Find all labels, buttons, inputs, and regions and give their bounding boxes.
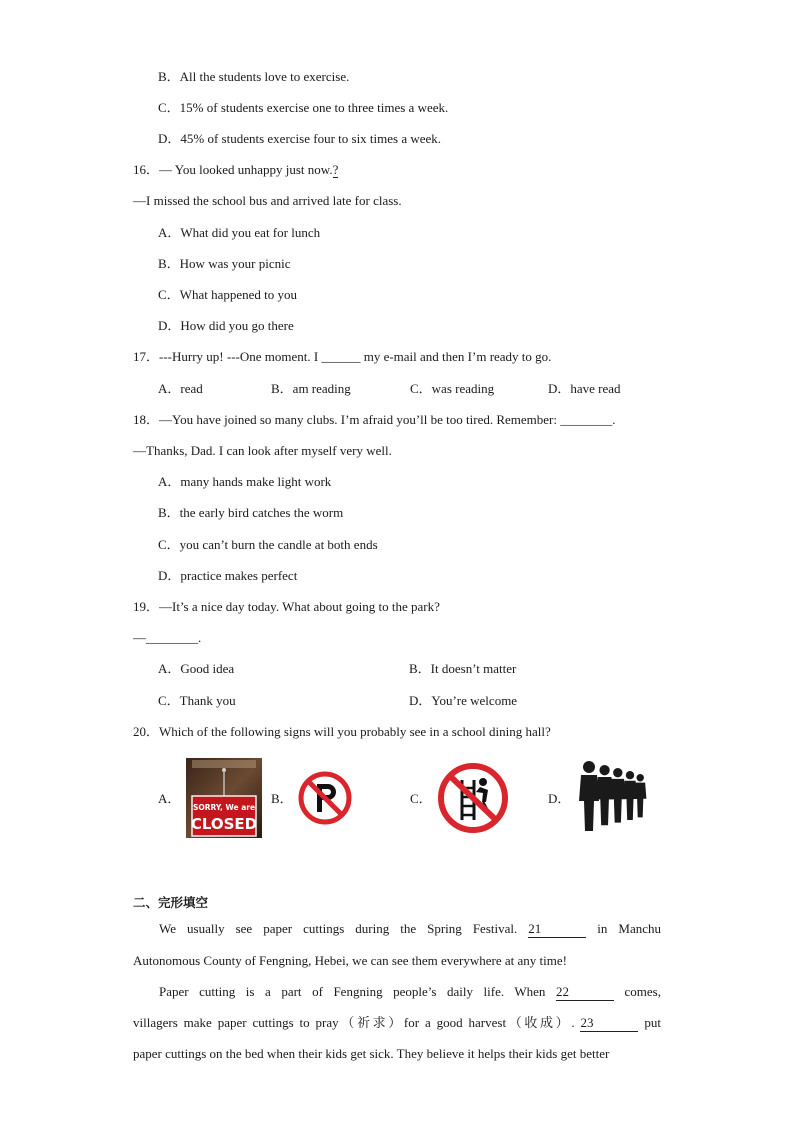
para1-line1-b: in Manchu — [597, 921, 662, 936]
para2-line2 — [133, 1015, 661, 1032]
no-climbing-icon — [436, 762, 510, 834]
blank-23: 23 — [580, 1015, 638, 1032]
no-parking-svg — [298, 768, 352, 828]
para2-line1-b: comes, — [624, 984, 661, 999]
blank-21: 21 — [528, 921, 586, 938]
q17-blank: ______ — [321, 349, 361, 364]
q16-stem-text: 16．— You looked unhappy just now. — [133, 162, 333, 177]
q19-option-b: B．It doesn’t matter — [409, 661, 517, 676]
q16-option-b: B．How was your picnic — [158, 256, 291, 271]
q20-label-d: D． — [548, 791, 571, 806]
q18-option-d: D．practice makes perfect — [158, 568, 298, 583]
q19-reply-end: . — [198, 630, 202, 645]
para2-line2-a: villagers make paper cuttings to pray（祈求）for a good harvest（收成）. — [133, 1015, 575, 1030]
queue-people-icon — [576, 760, 658, 836]
queue-people-svg — [576, 760, 658, 836]
para1-line1 — [133, 921, 661, 938]
q20-label-b: B． — [271, 791, 293, 806]
q19-stem: 19．—It’s a nice day today. What about going to the park? — [133, 599, 440, 614]
q18-stem-text: 18．—You have joined so many clubs. I’m afraid you’ll be too tired. Remember: — [133, 412, 557, 427]
q20-label-c: C． — [410, 791, 432, 806]
q17-option-d: D．have read — [548, 381, 621, 396]
q18-option-c: C．you can’t burn the candle at both ends — [158, 537, 378, 552]
blank-22: 22 — [556, 984, 614, 1001]
q18-stem-end: . — [612, 412, 616, 427]
para1-line1-text — [133, 921, 661, 938]
q17-option-a: A．read — [158, 381, 203, 396]
q19-option-c: C．Thank you — [158, 693, 236, 708]
closed-sign-image — [186, 758, 262, 838]
q18-option-b: B．the early bird catches the worm — [158, 505, 344, 520]
q18-reply: —Thanks, Dad. I can look after myself very well. — [133, 443, 392, 458]
q16-option-a: A．What did you eat for lunch — [158, 225, 321, 240]
q20-label-a: A． — [158, 791, 181, 806]
q17-option-c: C．was reading — [410, 381, 495, 396]
para2-line1-a: Paper cutting is a part of Fengning people’s daily life. When — [159, 984, 546, 999]
para2-line1-text — [133, 984, 661, 1001]
para1-line1-a: We usually see paper cuttings during the Spring Festival. — [159, 921, 518, 936]
q17-stem-b: my e-mail and then I’m ready to go. — [363, 349, 552, 364]
q16-blank: ? — [332, 162, 339, 177]
q15-option-b: B．All the students love to exercise. — [158, 69, 350, 84]
closed-sign-line1: SORRY, We are — [192, 803, 256, 812]
q20-stem: 20．Which of the following signs will you probably see in a school dining hall? — [133, 724, 551, 739]
para2-line2-b: put — [644, 1015, 662, 1030]
q19-reply — [133, 630, 201, 646]
q16-reply: —I missed the school bus and arrived late for class. — [133, 193, 402, 208]
q18-stem — [133, 412, 616, 428]
q19-option-a: A．Good idea — [158, 661, 235, 676]
q16-stem — [133, 162, 338, 178]
q19-reply-dash: — — [133, 630, 146, 645]
q18-blank: ________ — [560, 412, 613, 427]
q19-blank: ________ — [146, 630, 198, 645]
q17-stem — [133, 349, 551, 365]
q16-option-d: D．How did you go there — [158, 318, 294, 333]
q19-option-d: D．You’re welcome — [409, 693, 518, 708]
section-title: 二、完形填空 — [133, 895, 209, 910]
q18-option-a: A．many hands make light work — [158, 474, 332, 489]
para2-line3: paper cuttings on the bed when their kids get sick. They believe it helps their kids get better — [133, 1046, 610, 1061]
para1-line2: Autonomous County of Fengning, Hebei, we can see them everywhere at any time! — [133, 953, 567, 968]
para2-line1 — [133, 984, 661, 1001]
no-parking-icon — [298, 768, 352, 828]
q15-option-d: D．45% of students exercise four to six times a week. — [158, 131, 442, 146]
q17-stem-a: 17．---Hurry up! ---One moment. I — [133, 349, 319, 364]
closed-sign-line2: CLOSED — [190, 815, 258, 833]
para2-line2-text — [133, 1015, 661, 1032]
no-climbing-svg — [436, 762, 510, 834]
q17-option-b: B．am reading — [271, 381, 351, 396]
q15-option-c: C．15% of students exercise one to three times a week. — [158, 100, 449, 115]
q16-option-c: C．What happened to you — [158, 287, 297, 302]
closed-sign-svg — [186, 758, 262, 838]
